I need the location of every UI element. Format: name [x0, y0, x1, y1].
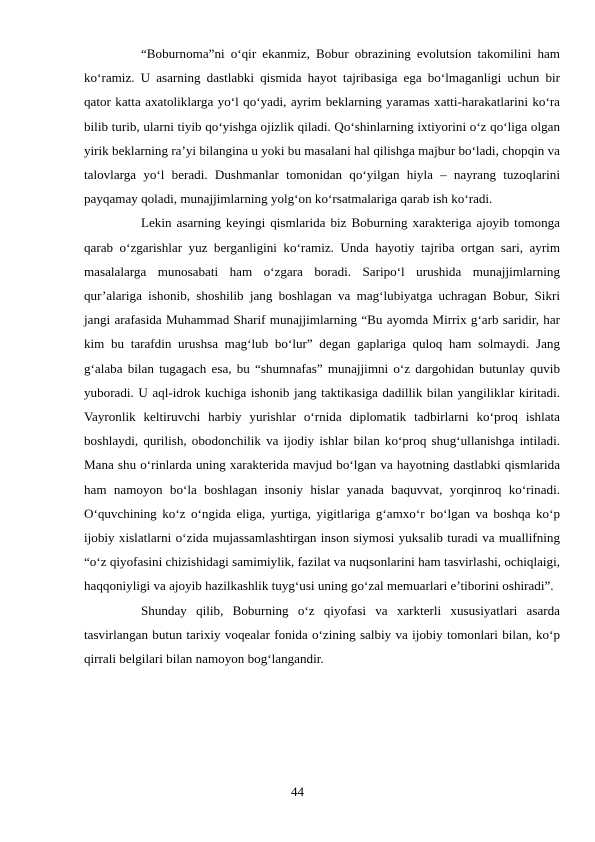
document-body — [84, 42, 560, 671]
paragraph-1: “Boburnoma”ni o‘qir ekanmiz, Bobur obrazining evolutsion takomilini ham ko‘ramiz. U asarning dastlabki qismida hayot tajribasiga ega bo‘lmaganligi uchun bir qator katta axatoliklarga yo‘l qo‘yadi, ayrim beklarning yaramas xatti-harakatlarini ko‘ra bilib turib, ularni tiyib qo‘yishga ojizlik qiladi. Qo‘shinlarning ixtiyorini o‘z qo‘liga olgan yirik beklarning ra’yi bilangina u yoki bu masalani hal qilishga majbur bo‘ladi, chopqin va talovlarga yo‘l beradi. Dushmanlar tomonidan qo‘yilgan hiyla – nayrang tuzoqlarini payqamay qoladi, munajjimlarning yolg‘on ko‘rsatmalariga qarab ish ko‘radi. — [84, 46, 560, 207]
paragraph-3: Shunday qilib, Boburning o‘z qiyofasi va xarkterli xususiyatlari asarda tasvirlangan butun tarixiy voqealar fonida o‘zining salbiy va ijobiy tomonlari bilan, ko‘p qirrali belgilari bilan namoyon bog‘langandir. — [84, 602, 560, 667]
paragraph-2: Lekin asarning keyingi qismlarida biz Boburning xarakteriga ajoyib tomonga qarab o‘zgarishlar yuz berganligini ko‘ramiz. Unda hayotiy tajriba ortgan sari, ayrim masalalarga munosabati ham o‘zgara boradi. Saripo‘l urushida munajjimlarning qur’alariga ishonib, shoshilib jang boshlagan va mag‘lubiyatga uchragan Bobur, Sikri jangi arafasida Muhammad Sharif munajjimlarning “Bu ayomda Mirrix g‘arb saridir, har kim bu tarafdin urushsa mag‘lub bo‘lur” degan gaplariga quloq ham solmaydi. Jang g‘alaba bilan tugagach esa, bu “shumnafas” munajjimni o‘z dargohidan butunlay quvib yuboradi. U aql-idrok kuchiga ishonib jang taktikasiga dadillik bilan yangiliklar kiritadi. Vayronlik keltiruvchi harbiy yurishlar o‘rnida diplomatik tadbirlarni ko‘proq ishlata boshlaydi, qurilish, obodonchilik va ijodiy ishlar bilan ko‘proq shug‘ullanishga intiladi. Mana shu o‘rinlarda uning xarakterida mavjud bo‘lgan va hayotning dastlabki qismlarida ham namoyon bo‘la boshlagan insoniy hislar yanada baquvvat, yorqinroq ko‘rinadi. O‘quvchining ko‘z o‘ngida eliga, yurtiga, yigitlariga g‘amxo‘r bo‘lgan va boshqa ko‘p ijobiy xislatlarni o‘zida mujassamlashtirgan inson siymosi yuksalib turadi va muallifning “o‘z qiyofasini chizishidagi samimiylik, fazilat va nuqsonlarini ham tasvirlashi, ochiqlaigi, haqqoniyligi va ajoyib hazilkashlik tuyg‘usi uning go‘zal memuarlari e’tiborini oshiradi”. — [84, 215, 560, 594]
page-number: 44 — [291, 784, 304, 799]
